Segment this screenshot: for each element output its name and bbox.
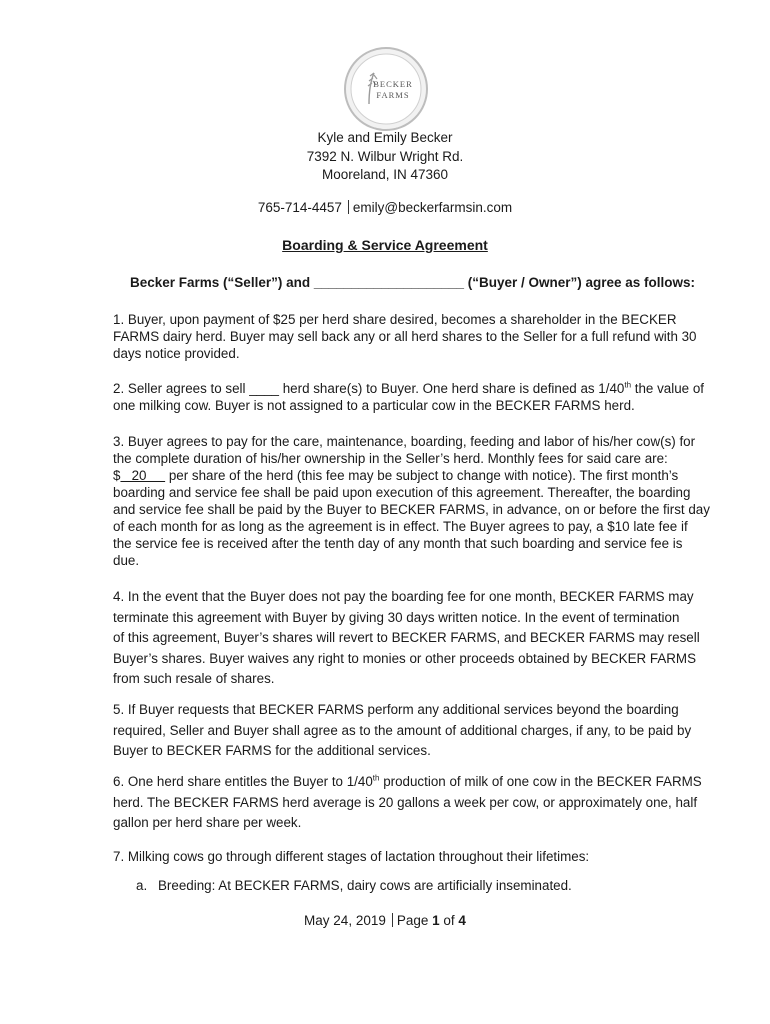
owner-names: Kyle and Emily Becker [317,130,453,145]
page-footer [0,913,770,928]
clause-5: 5. If Buyer requests that BECKER FARMS perform any additional services beyond the boarding required, Seller and Buyer shall agree as to the amount of additional charges, if any, to be paid by Buyer to BECKER FARMS for the additional services. [113,702,692,758]
svg-text:FARMS: FARMS [376,90,410,100]
monthly-fee-value: 20 [120,468,166,483]
separator [392,913,393,927]
clause-1: 1. Buyer, upon payment of $25 per herd share desired, becomes a shareholder in the BECKER FARMS dairy herd. Buyer may sell back any or all herd shares to the Seller for a full refund with 30 days notice provided. [113,312,697,361]
clause-7a: a. Breeding: At BECKER FARMS, dairy cows are artificially inseminated. [136,878,572,893]
separator [348,200,349,214]
clause-4: 4. In the event that the Buyer does not pay the boarding fee for one month, BECKER FARMS may terminate this agreement with Buyer by giving 30 days written notice. In the event of termination of this agreement, Buyer’s shares will revert to BECKER FARMS, and BECKER FARMS may resell Buyer’s shares. Buyer waives any right to monies or other proceeds obtained by BECKER FARMS from such resale of shares. [113,589,700,686]
address-block [0,129,770,185]
clause-6: 6. One herd share entitles the Buyer to 1/40th production of milk of one cow in the BECKER FARMS herd. The BECKER FARMS herd average is 20 gallons a week per cow, or approximately one, half gallon per herd share per week. [113,773,702,830]
agreement-title: Boarding & Service Agreement [282,237,488,253]
street-address: 7392 N. Wilbur Wright Rd. [306,148,464,164]
becker-farms-logo [343,46,429,132]
phone-number: 765-714-4457 [257,200,342,215]
footer-date: May 24, 2019 [304,913,386,928]
email-address: emily@beckerfarmsin.com [352,200,513,215]
parties-line: Becker Farms (“Seller”) and ____________________ (“Buyer / Owner”) agree as follows: [130,275,696,290]
contact-line [0,200,770,215]
city-state-zip: Mooreland, IN 47360 [321,167,449,182]
clause-2: 2. Seller agrees to sell ____ herd share(s) to Buyer. One herd share is defined as 1/40th the value of one milking cow. Buyer is not assigned to a particular cow in the BECKER FARMS herd. [113,380,705,413]
svg-text:BECKER: BECKER [373,79,413,89]
logo-seal-icon [343,46,429,132]
clause-7: 7. Milking cows go through different stages of lactation throughout their lifetimes: [113,849,590,864]
clause-3: 3. Buyer agrees to pay for the care, maintenance, boarding, feeding and labor of his/her cow(s) for the complete duration of his/her ownership in the Seller’s herd. Monthly fees for said care are: $ 20 per share of the herd (this fee may be subject to change with notice). The first month’s boarding and service fee shall be paid upon execution of this agreement. Thereafter, the boarding and service fee shall be paid by the Buyer to BECKER FARMS, in advance, on or before the first day of each month for as long as the agreement is in effect. The Buyer agrees to pay, a $10 late fee if the service fee is received after the tenth day of any month that such boarding and service fee is due. [113,434,710,568]
page-indicator: Page 1 of 4 [396,913,466,928]
